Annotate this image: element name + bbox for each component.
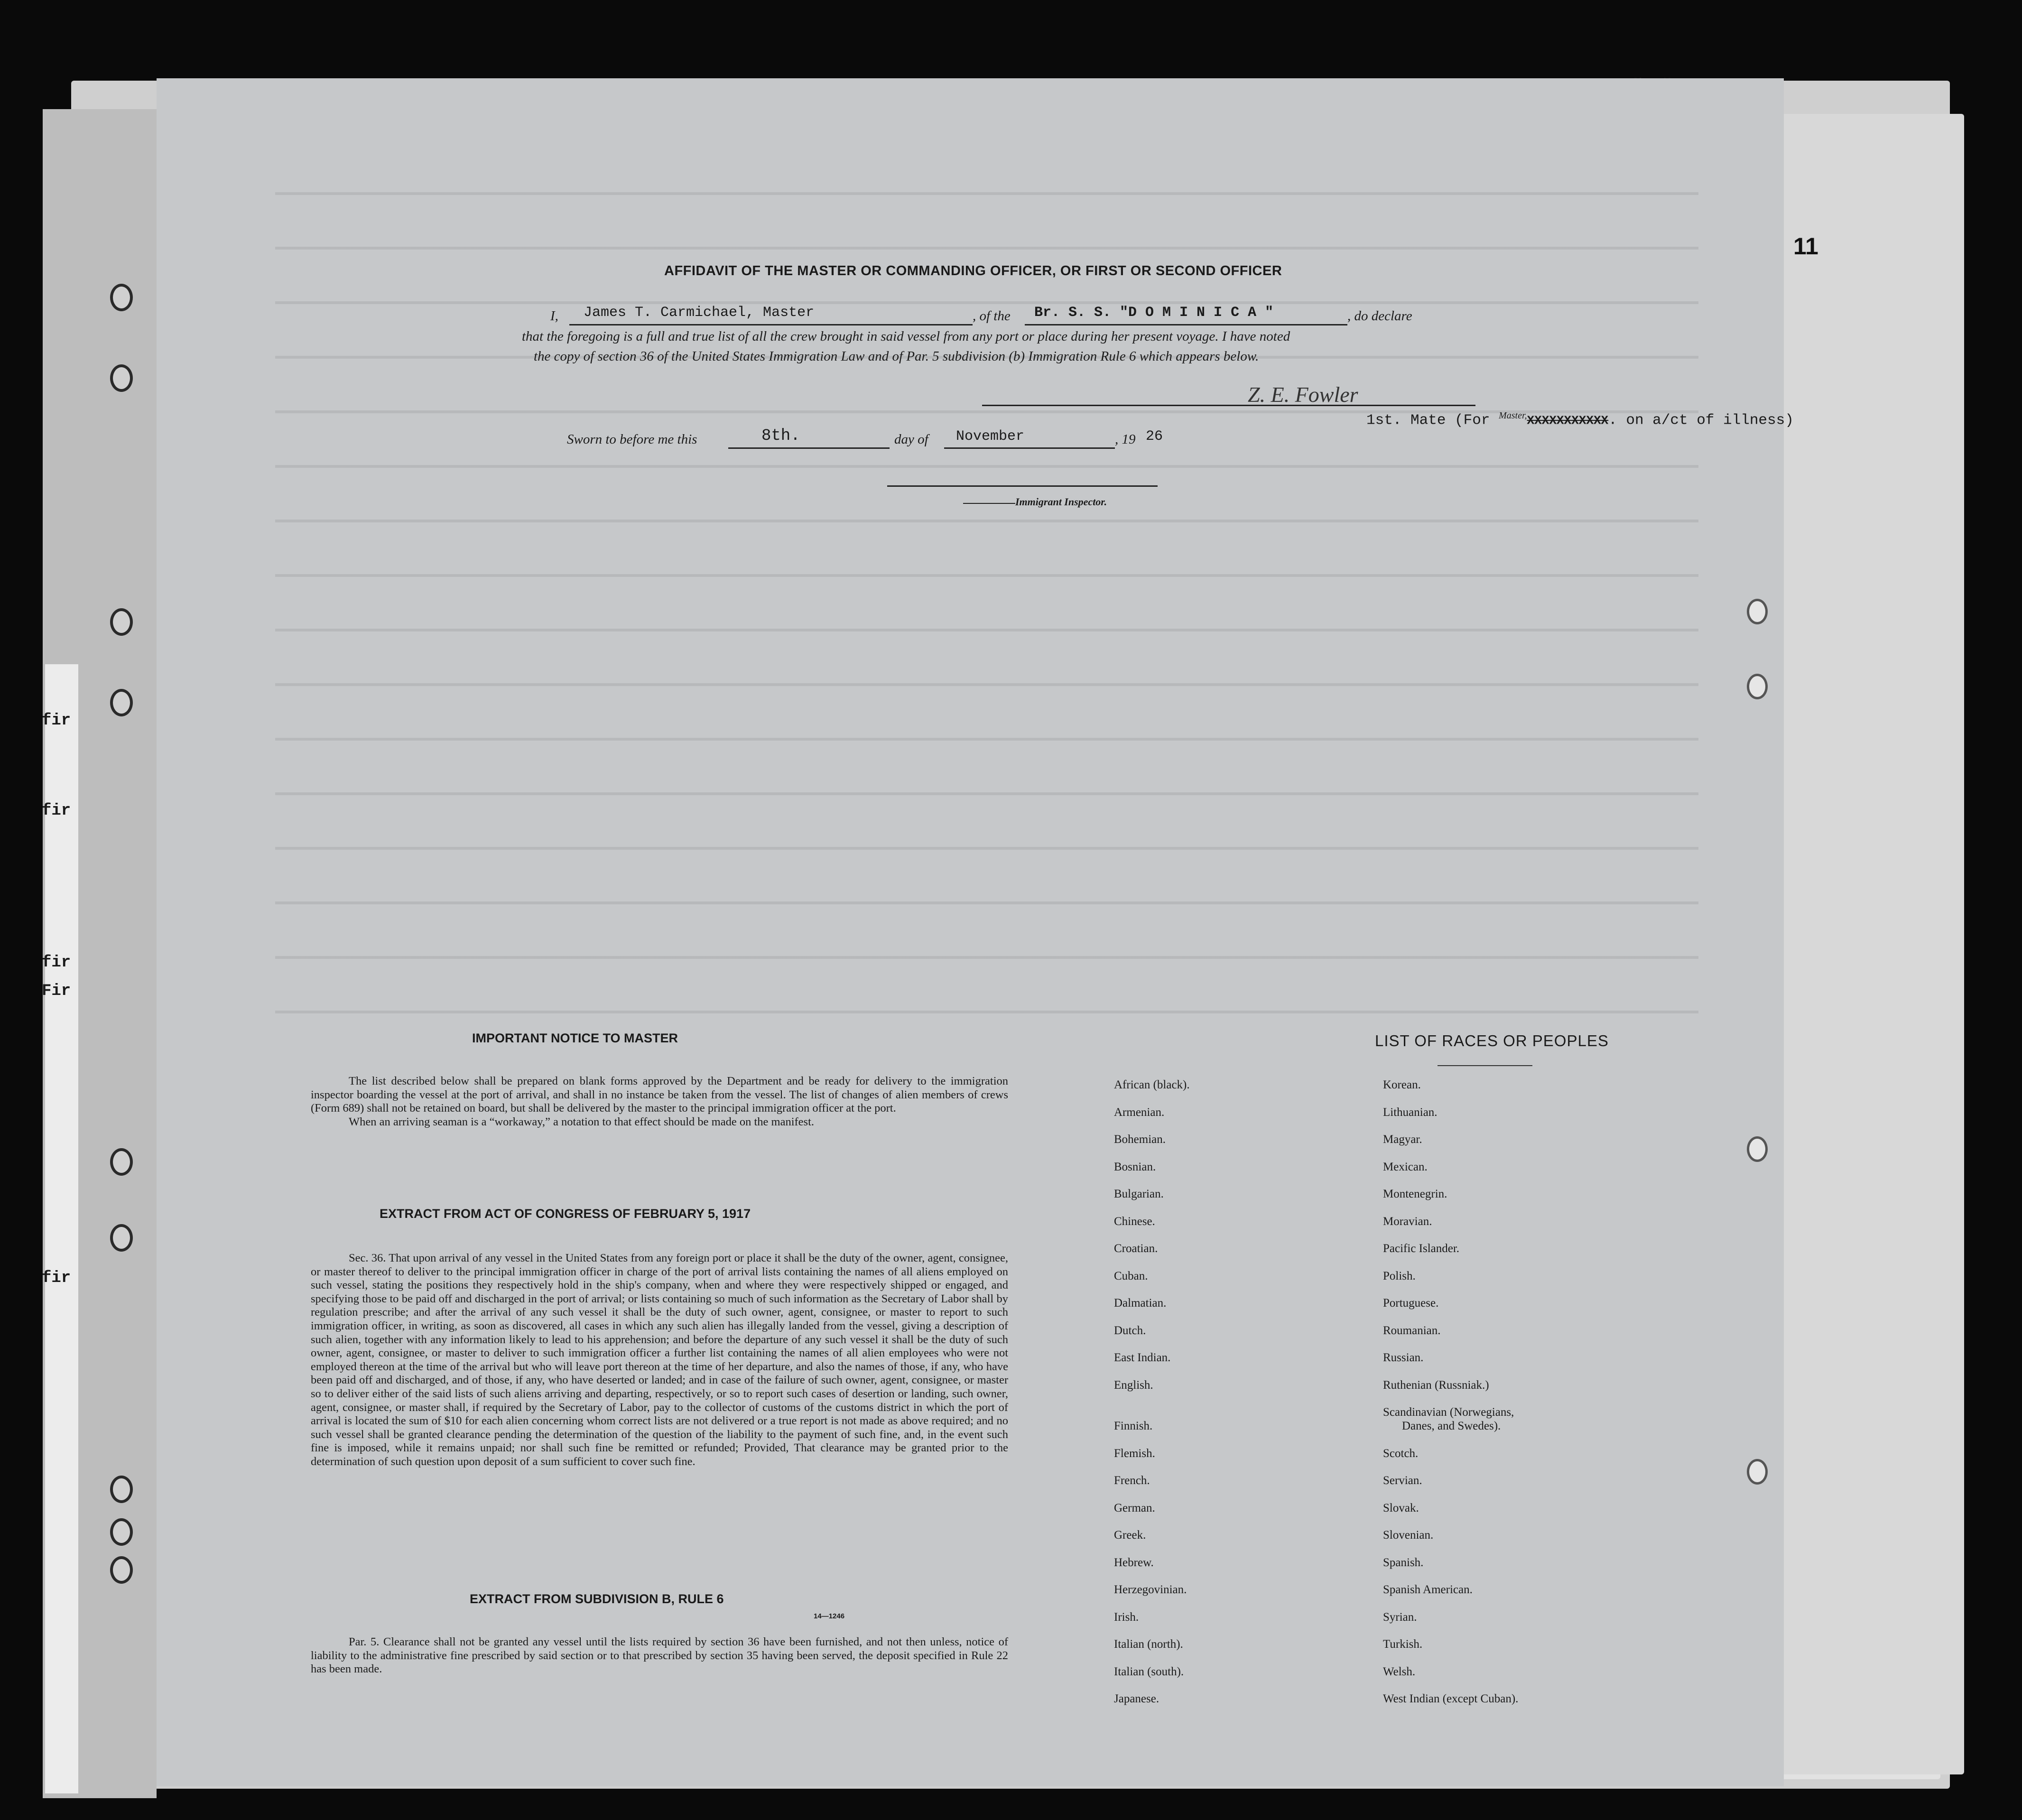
race-item: Bulgarian.: [1114, 1188, 1164, 1200]
race-item: Bosnian.: [1114, 1160, 1156, 1173]
underlying-sheet-edge: [45, 664, 78, 1793]
race-item: Ruthenian (Russniak.): [1383, 1378, 1489, 1392]
officer-signature: Z. E. Fowler: [1248, 382, 1358, 407]
master-name: James T. Carmichael, Master: [584, 305, 815, 321]
edge-label: fir: [42, 802, 71, 820]
race-item: Russian.: [1383, 1351, 1424, 1364]
mate-designation: 1st. Mate (For $^{Master,}$XXXXXXXXXXX. on a/ct of illness): [1366, 410, 1794, 429]
race-item: Scotch.: [1383, 1447, 1419, 1460]
inspector-label: Immigrant Inspector.: [1015, 496, 1107, 508]
race-item: Spanish.: [1383, 1556, 1424, 1569]
sworn-month: November: [956, 428, 1025, 445]
race-item: Armenian.: [1114, 1105, 1165, 1119]
race-item: Slovak.: [1383, 1501, 1419, 1514]
races-title: LIST OF RACES OR PEOPLES: [1375, 1032, 1609, 1049]
race-item: Welsh.: [1383, 1665, 1416, 1678]
race-item: Italian (north).: [1114, 1638, 1183, 1651]
punch-hole-icon: [110, 1224, 133, 1252]
background-page-right: [1765, 114, 1964, 1774]
sworn-label: Sworn to before me this: [567, 432, 697, 447]
notice-paragraphs: [311, 1075, 1008, 1129]
year-prefix: , 19: [1115, 432, 1136, 447]
form-number: 14—1246: [814, 1612, 845, 1620]
race-item: Flemish.: [1114, 1447, 1155, 1460]
race-item: Spanish American.: [1383, 1583, 1473, 1596]
punch-hole-icon: [110, 1148, 133, 1176]
master-small-label: Master,: [1499, 410, 1527, 421]
section-36-paragraph: Sec. 36. That upon arrival of any vessel in the United States from any foreign port or place it shall be the duty of the owner, agent, consignee, or master thereof to deliver to the principal immigration officer in charge of the port of arrival lists containing the names of all aliens employed on such vessel, stating the positions they respectively hold in the ship's company, when and where they were respectively shipped or engaged, and specifying those to be paid off and discharged in the port of arrival; or lists containing so much of such information as the Secretary of Labor shall by regulation prescribe; and after the arrival of any such vessel it shall be the duty of such owner, agent, consignee, or master to report to such immigration officer, in writing, as soon as discovered, all cases in which any such alien has illegally landed from the vessel, giving a description of such alien, together with any information likely to lead to his apprehension; and before the departure of any such vessel it shall be the duty of such owner, agent, consignee, or master to deliver to such immigration officer a further list containing the names of all alien employees who were not employed thereon at the time of the arrival but who will leave port thereon at the time of her departure, and also the names of those, if any, who have been paid off and discharged, and of those, if any, who have deserted or landed; and in case of the failure of such owner, agent, consignee, or master so to deliver either of the said lists of such aliens arriving and departing, respectively, or so to report such cases of desertion or landing, such owner, agent, consignee, or master shall, if required by the Secretary of Labor, pay to the collector of customs of the customs district in which the port of arrival is located the sum of $10 for each alien concerning whom correct lists are not delivered or a true report is not made as above required; and no such vessel shall be granted clearance pending the determination of the question of the liability to the payment of such fine, and, in the event such fine is imposed, while it remains unpaid; nor shall such fine be remitted or refunded; Provided, That clearance may be granted prior to the determination of such question upon deposit of a sum sufficient to cover such fine.: [311, 1252, 1008, 1468]
ring-hole-icon: [1747, 599, 1768, 624]
race-item: West Indian (except Cuban).: [1383, 1692, 1519, 1705]
edge-label: fir: [42, 954, 71, 972]
month-fill-line: [944, 447, 1115, 449]
race-item: Syrian.: [1383, 1610, 1417, 1624]
vessel-name: Br. S. S. "D O M I N I C A ": [1034, 305, 1274, 321]
notice-paragraph: The list described below shall be prepared on blank forms approved by the Department and be ready for delivery to the immigration inspector boarding the vessel at the port of arrival, and shall in no instance be taken from the vessel. The list of changes of alien members of crews (Form 689) shall not be retained on board, but shall be delivered by the master to the principal immigration officer at the port.: [311, 1075, 1008, 1115]
extract-rule-title: EXTRACT FROM SUBDIVISION B, RULE 6: [470, 1592, 724, 1606]
race-item: Servian.: [1383, 1474, 1422, 1487]
race-item: Finnish.: [1114, 1420, 1153, 1432]
ring-hole-icon: [1747, 1136, 1768, 1162]
affidavit-statement-line: that the foregoing is a full and true list of all the crew brought in said vessel from any port or place during her present voyage. I have noted: [522, 329, 1290, 344]
edge-label: fir: [42, 712, 71, 730]
affidavit-page: [157, 78, 1794, 1786]
edge-label: fir: [42, 1269, 71, 1287]
year-suffix: 26: [1146, 428, 1163, 445]
race-item: Magyar.: [1383, 1133, 1422, 1146]
race-item: Montenegrin.: [1383, 1188, 1447, 1200]
of-the-label: , of the: [973, 308, 1011, 324]
bleed-through-text: [275, 154, 1698, 1056]
race-item: Lithuanian.: [1383, 1105, 1438, 1119]
race-item: Portuguese.: [1383, 1297, 1439, 1309]
affidavit-statement-line: the copy of section 36 of the United States Immigration Law and of Par. 5 subdivision (b) Immigration Rule 6 which appears below.: [534, 349, 1259, 364]
extract-act-title: EXTRACT FROM ACT OF CONGRESS OF FEBRUARY 5, 1917: [380, 1207, 751, 1221]
race-item: Danes, and Swedes).: [1402, 1420, 1501, 1432]
race-item: Bohemian.: [1114, 1133, 1166, 1146]
race-item: Pacific Islander.: [1383, 1242, 1460, 1255]
struck-text: XXXXXXXXXXX: [1527, 413, 1609, 428]
race-item: Italian (south).: [1114, 1665, 1184, 1678]
race-item: African (black).: [1114, 1078, 1190, 1091]
race-item: German.: [1114, 1501, 1155, 1514]
ring-hole-icon: [1747, 1459, 1768, 1485]
affidavit-i-label: I,: [550, 308, 558, 324]
race-item: French.: [1114, 1474, 1150, 1487]
race-item: Japanese.: [1114, 1692, 1159, 1705]
inspector-dash: [963, 503, 1015, 504]
notice-paragraph: When an arriving seaman is a “workaway,” a notation to that effect should be made on the manifest.: [349, 1115, 815, 1128]
race-item: Dutch.: [1114, 1324, 1146, 1337]
punch-hole-icon: [110, 364, 133, 392]
race-item: Polish.: [1383, 1269, 1416, 1282]
race-item: Scandinavian (Norwegians,: [1383, 1406, 1514, 1419]
punch-hole-icon: [110, 1518, 133, 1546]
race-item: Slovenian.: [1383, 1529, 1434, 1541]
day-of-label: day of: [894, 432, 928, 447]
race-item: Herzegovinian.: [1114, 1583, 1187, 1596]
race-item: Roumanian.: [1383, 1324, 1441, 1337]
do-declare-label: , do declare: [1347, 308, 1412, 324]
race-item: English.: [1114, 1378, 1153, 1392]
section-36-text: [311, 1252, 1008, 1469]
race-item: East Indian.: [1114, 1351, 1171, 1364]
race-item: Mexican.: [1383, 1160, 1428, 1173]
race-item: Greek.: [1114, 1529, 1146, 1541]
race-item: Moravian.: [1383, 1215, 1432, 1228]
race-item: Croatian.: [1114, 1242, 1158, 1255]
par-5-text: [311, 1635, 1008, 1676]
punch-hole-icon: [110, 284, 133, 311]
race-item: Chinese.: [1114, 1215, 1155, 1228]
races-rule: [1438, 1065, 1532, 1066]
race-item: Dalmatian.: [1114, 1297, 1167, 1309]
race-item: Irish.: [1114, 1610, 1139, 1624]
punch-hole-icon: [110, 1476, 133, 1503]
page-number: 11: [1793, 233, 1818, 260]
race-item: Korean.: [1383, 1078, 1421, 1091]
day-fill-line: [728, 447, 890, 449]
name-fill-line: [569, 324, 973, 325]
vessel-fill-line: [1025, 324, 1347, 325]
affidavit-title: AFFIDAVIT OF THE MASTER OR COMMANDING OFFICER, OR FIRST OR SECOND OFFICER: [664, 263, 1282, 279]
race-item: Turkish.: [1383, 1638, 1423, 1651]
signature-line: [982, 405, 1475, 406]
punch-hole-icon: [110, 1556, 133, 1584]
sworn-day: 8th.: [761, 427, 800, 445]
race-item: Hebrew.: [1114, 1556, 1154, 1569]
mate-prefix: 1st. Mate (For: [1366, 412, 1490, 429]
par-5-paragraph: Par. 5. Clearance shall not be granted any vessel until the lists required by section 36 have been furnished, and not then unless, notice of liability to the administrative fine prescribed by said section or to that prescribed by section 35 having been served, the deposit specified in Rule 22 has been made.: [311, 1635, 1008, 1676]
punch-hole-icon: [110, 608, 133, 636]
punch-hole-icon: [110, 689, 133, 716]
race-item: Cuban.: [1114, 1269, 1148, 1282]
edge-label: Fir: [42, 982, 71, 1000]
notice-title: IMPORTANT NOTICE TO MASTER: [472, 1031, 678, 1045]
inspector-signature-line: [887, 485, 1158, 487]
mate-suffix: on a/ct of illness): [1626, 412, 1794, 429]
ring-hole-icon: [1747, 674, 1768, 699]
